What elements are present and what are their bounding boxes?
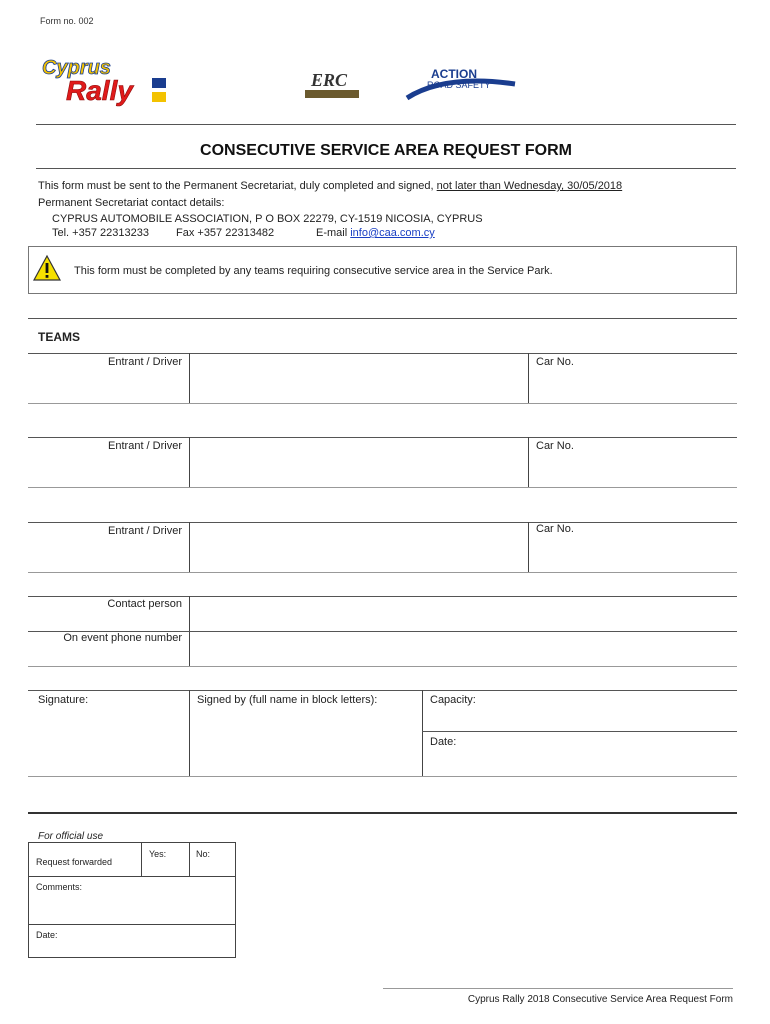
- email-line: [316, 227, 435, 239]
- email-link[interactable]: info@caa.com.cy: [350, 227, 435, 239]
- team3-entrant-label: Entrant / Driver: [108, 525, 182, 537]
- team1-car-label: Car No.: [536, 356, 574, 368]
- intro-line-1-text: This form must be sent to the Permanent Secretariat, duly completed and signed,: [38, 180, 437, 192]
- team1-entrant-label: Entrant / Driver: [108, 356, 182, 368]
- team1-divider-right: [528, 353, 529, 403]
- warning-icon: [32, 254, 62, 282]
- yes-label: Yes:: [149, 849, 167, 859]
- signature-top-rule: [28, 690, 737, 691]
- date-label: Date:: [430, 736, 457, 748]
- address-line: CYPRUS AUTOMOBILE ASSOCIATION, P O BOX 22279, CY-1519 NICOSIA, CYPRUS: [52, 213, 483, 225]
- official-heading: For official use: [38, 831, 104, 842]
- official-row2-rule: [28, 924, 236, 925]
- teams-heading: TEAMS: [38, 330, 80, 344]
- form-number: Form no. 002: [40, 16, 94, 26]
- official-top-rule: [28, 812, 737, 814]
- teams-top-rule: [28, 318, 737, 319]
- capacity-input[interactable]: [428, 708, 734, 730]
- fax-text: Fax +357 22313482: [176, 227, 275, 239]
- action-road-safety-logo: [405, 64, 520, 104]
- team1-car-input[interactable]: [534, 372, 734, 400]
- official-divider-2: [189, 842, 190, 876]
- phone-input[interactable]: [194, 636, 734, 664]
- team2-divider-left: [189, 437, 190, 487]
- contact-person-input[interactable]: [194, 600, 734, 630]
- team3-divider-right: [528, 522, 529, 572]
- svg-text:ERC: ERC: [311, 70, 348, 90]
- svg-text:ROAD SAFETY: ROAD SAFETY: [427, 80, 491, 90]
- team2-car-label: Car No.: [536, 440, 574, 452]
- page-title: CONSECUTIVE SERVICE AREA REQUEST FORM: [200, 142, 572, 159]
- signature-divider-right: [422, 690, 423, 776]
- team2-entrant-input[interactable]: [194, 442, 526, 484]
- team3-car-input[interactable]: [534, 540, 734, 568]
- team1-divider-left: [189, 353, 190, 403]
- team2-top-rule: [28, 437, 737, 438]
- team2-divider-right: [528, 437, 529, 487]
- team3-bottom-rule: [28, 572, 737, 573]
- svg-text:Cyprus: Cyprus: [42, 57, 111, 79]
- capacity-date-rule: [422, 731, 737, 732]
- team3-divider-left: [189, 522, 190, 572]
- signature-bottom-rule: [28, 776, 737, 777]
- phone-label: On event phone number: [63, 632, 182, 644]
- erc-logo: [305, 66, 361, 102]
- no-label: No:: [196, 849, 211, 859]
- intro-line-1: [38, 180, 622, 192]
- signed-by-input[interactable]: [194, 712, 420, 772]
- cyprus-rally-logo: [40, 54, 170, 110]
- svg-text:ACTION: ACTION: [431, 67, 477, 81]
- signature-divider-left: [189, 690, 190, 776]
- official-date-label: Date:: [36, 930, 58, 940]
- team3-top-rule: [28, 522, 737, 523]
- team2-car-input[interactable]: [534, 456, 734, 484]
- title-bottom-rule: [36, 168, 736, 169]
- tel-text: Tel. +357 22313233: [52, 227, 149, 239]
- team2-entrant-label: Entrant / Driver: [108, 440, 182, 452]
- svg-text:Rally: Rally: [66, 75, 133, 106]
- footer-text: Cyprus Rally 2018 Consecutive Service Area Request Form: [467, 994, 733, 1005]
- signed-by-label: Signed by (full name in block letters):: [197, 694, 378, 706]
- team1-entrant-input[interactable]: [194, 358, 526, 400]
- team2-bottom-rule: [28, 487, 737, 488]
- deadline-text: not later than Wednesday, 30/05/2018: [436, 180, 623, 192]
- notice-text: This form must be completed by any teams requiring consecutive service area in the Service Park.: [74, 265, 553, 277]
- contact-person-label: Contact person: [107, 598, 182, 610]
- contact-top-rule: [28, 596, 737, 597]
- contact-bottom-rule: [28, 666, 737, 667]
- team1-top-rule: [28, 353, 737, 354]
- request-forwarded-label: Request forwarded: [36, 857, 113, 867]
- capacity-label: Capacity:: [430, 694, 476, 706]
- team1-bottom-rule: [28, 403, 737, 404]
- comments-label: Comments:: [36, 882, 83, 892]
- signature-label: Signature:: [38, 694, 89, 706]
- date-input[interactable]: [428, 752, 734, 774]
- footer-rule: [383, 988, 733, 989]
- title-top-rule: [36, 124, 736, 125]
- official-row1-rule: [28, 876, 236, 877]
- signature-input[interactable]: [34, 712, 188, 772]
- intro-line-2: Permanent Secretariat contact details:: [38, 197, 225, 209]
- email-label: E-mail: [316, 227, 351, 239]
- official-divider-1: [141, 842, 142, 876]
- team3-entrant-input[interactable]: [194, 527, 526, 569]
- team3-car-label: Car No.: [536, 523, 574, 535]
